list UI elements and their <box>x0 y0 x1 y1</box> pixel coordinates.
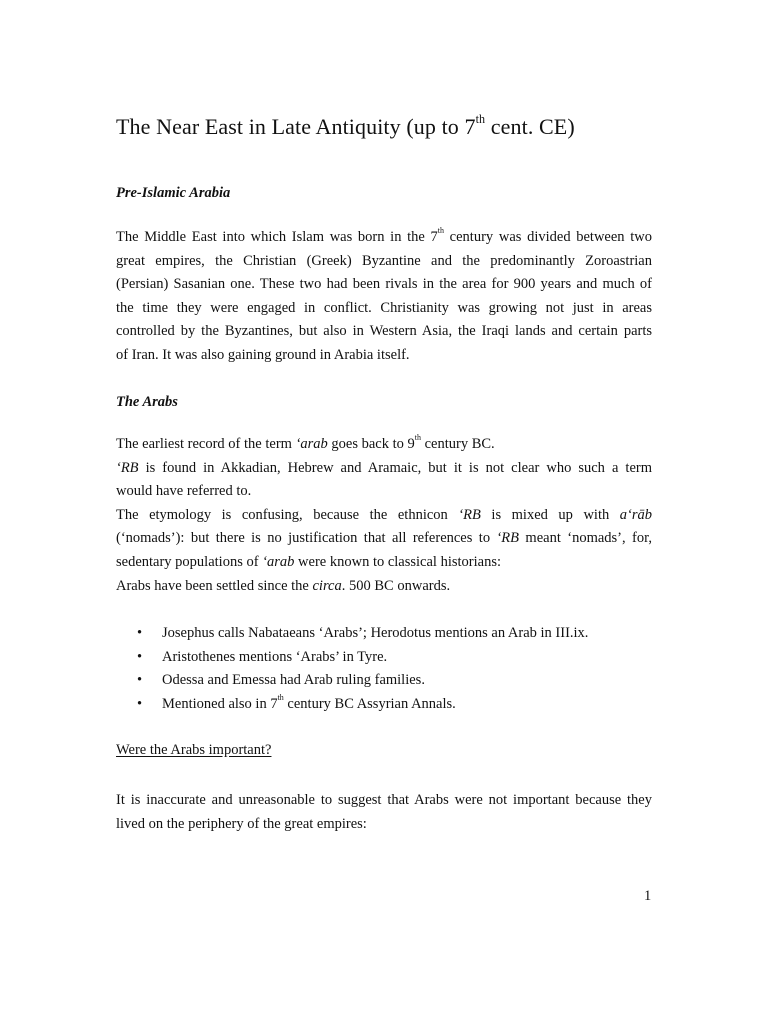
paragraph-line: of Iran. It was also gaining ground in Arabia itself. <box>116 346 410 363</box>
bullet-icon: • <box>137 672 143 689</box>
paragraph-line: would have referred to. <box>116 483 252 500</box>
bullet-icon: • <box>137 625 143 641</box>
section-heading-the-arabs: The Arabs <box>116 394 178 410</box>
paragraph-pre-islamic-arabia <box>116 226 652 368</box>
paragraph-line: ‘RB is found in Akkadian, Hebrew and Aramaic, but it is not clear who such a term <box>116 459 652 476</box>
section-heading-pre-islamic-arabia: Pre-Islamic Arabia <box>116 185 231 201</box>
paragraph-line: It is inaccurate and unreasonable to suggest that Arabs were not important because they <box>116 792 652 808</box>
bullet-icon: • <box>137 648 143 665</box>
paragraph-importance <box>116 789 652 836</box>
list-item: • Josephus calls Nabataeans ‘Arabs’; Herodotus mentions an Arab in III.ix. <box>116 622 588 646</box>
bullet-list <box>116 622 588 716</box>
paragraph-line: the time they were engaged in conflict. Christianity was growing not just in areas <box>116 299 652 316</box>
paragraph-line: lived on the periphery of the great empires: <box>116 815 367 832</box>
paragraph-line: (‘nomads’): but there is no justification that all references to ‘RB meant ‘nomads’, for, <box>116 530 652 547</box>
paragraph-line: (Persian) Sasanian one. These two had been rivals in the area for 900 years and much of <box>116 276 652 293</box>
list-item: • Mentioned also in 7th century BC Assyrian Annals. <box>116 693 588 717</box>
paragraph-line: The earliest record of the term ‘arab goes back to 9th century BC. <box>116 433 495 452</box>
paragraph-line: The Middle East into which Islam was born in the 7th century was divided between two <box>116 226 652 245</box>
paragraph-line: controlled by the Byzantines, but also in Western Asia, the Iraqi lands and certain parts <box>116 323 652 340</box>
document-page <box>116 0 652 1024</box>
paragraph-line: The etymology is confusing, because the ethnicon ‘RB is mixed up with a‘rāb <box>116 506 653 523</box>
paragraph-line: Arabs have been settled since the circa. 500 BC onwards. <box>116 577 451 594</box>
page-title: The Near East in Late Antiquity (up to 7th cent. CE) <box>116 111 575 139</box>
paragraph-line: great empires, the Christian (Greek) Byzantine and the predominantly Zoroastrian <box>116 252 652 269</box>
list-item: • Odessa and Emessa had Arab ruling families. <box>116 669 588 693</box>
paragraph-line: sedentary populations of ‘arab were known to classical historians: <box>116 553 501 570</box>
paragraph-the-arabs <box>116 433 652 598</box>
bullet-icon: • <box>137 695 143 712</box>
page-number: 1 <box>644 888 652 904</box>
list-item: • Aristothenes mentions ‘Arabs’ in Tyre. <box>116 646 588 670</box>
title-superscript: th <box>475 111 486 126</box>
section-heading-were-the-arabs-important: Were the Arabs important? <box>116 742 272 758</box>
